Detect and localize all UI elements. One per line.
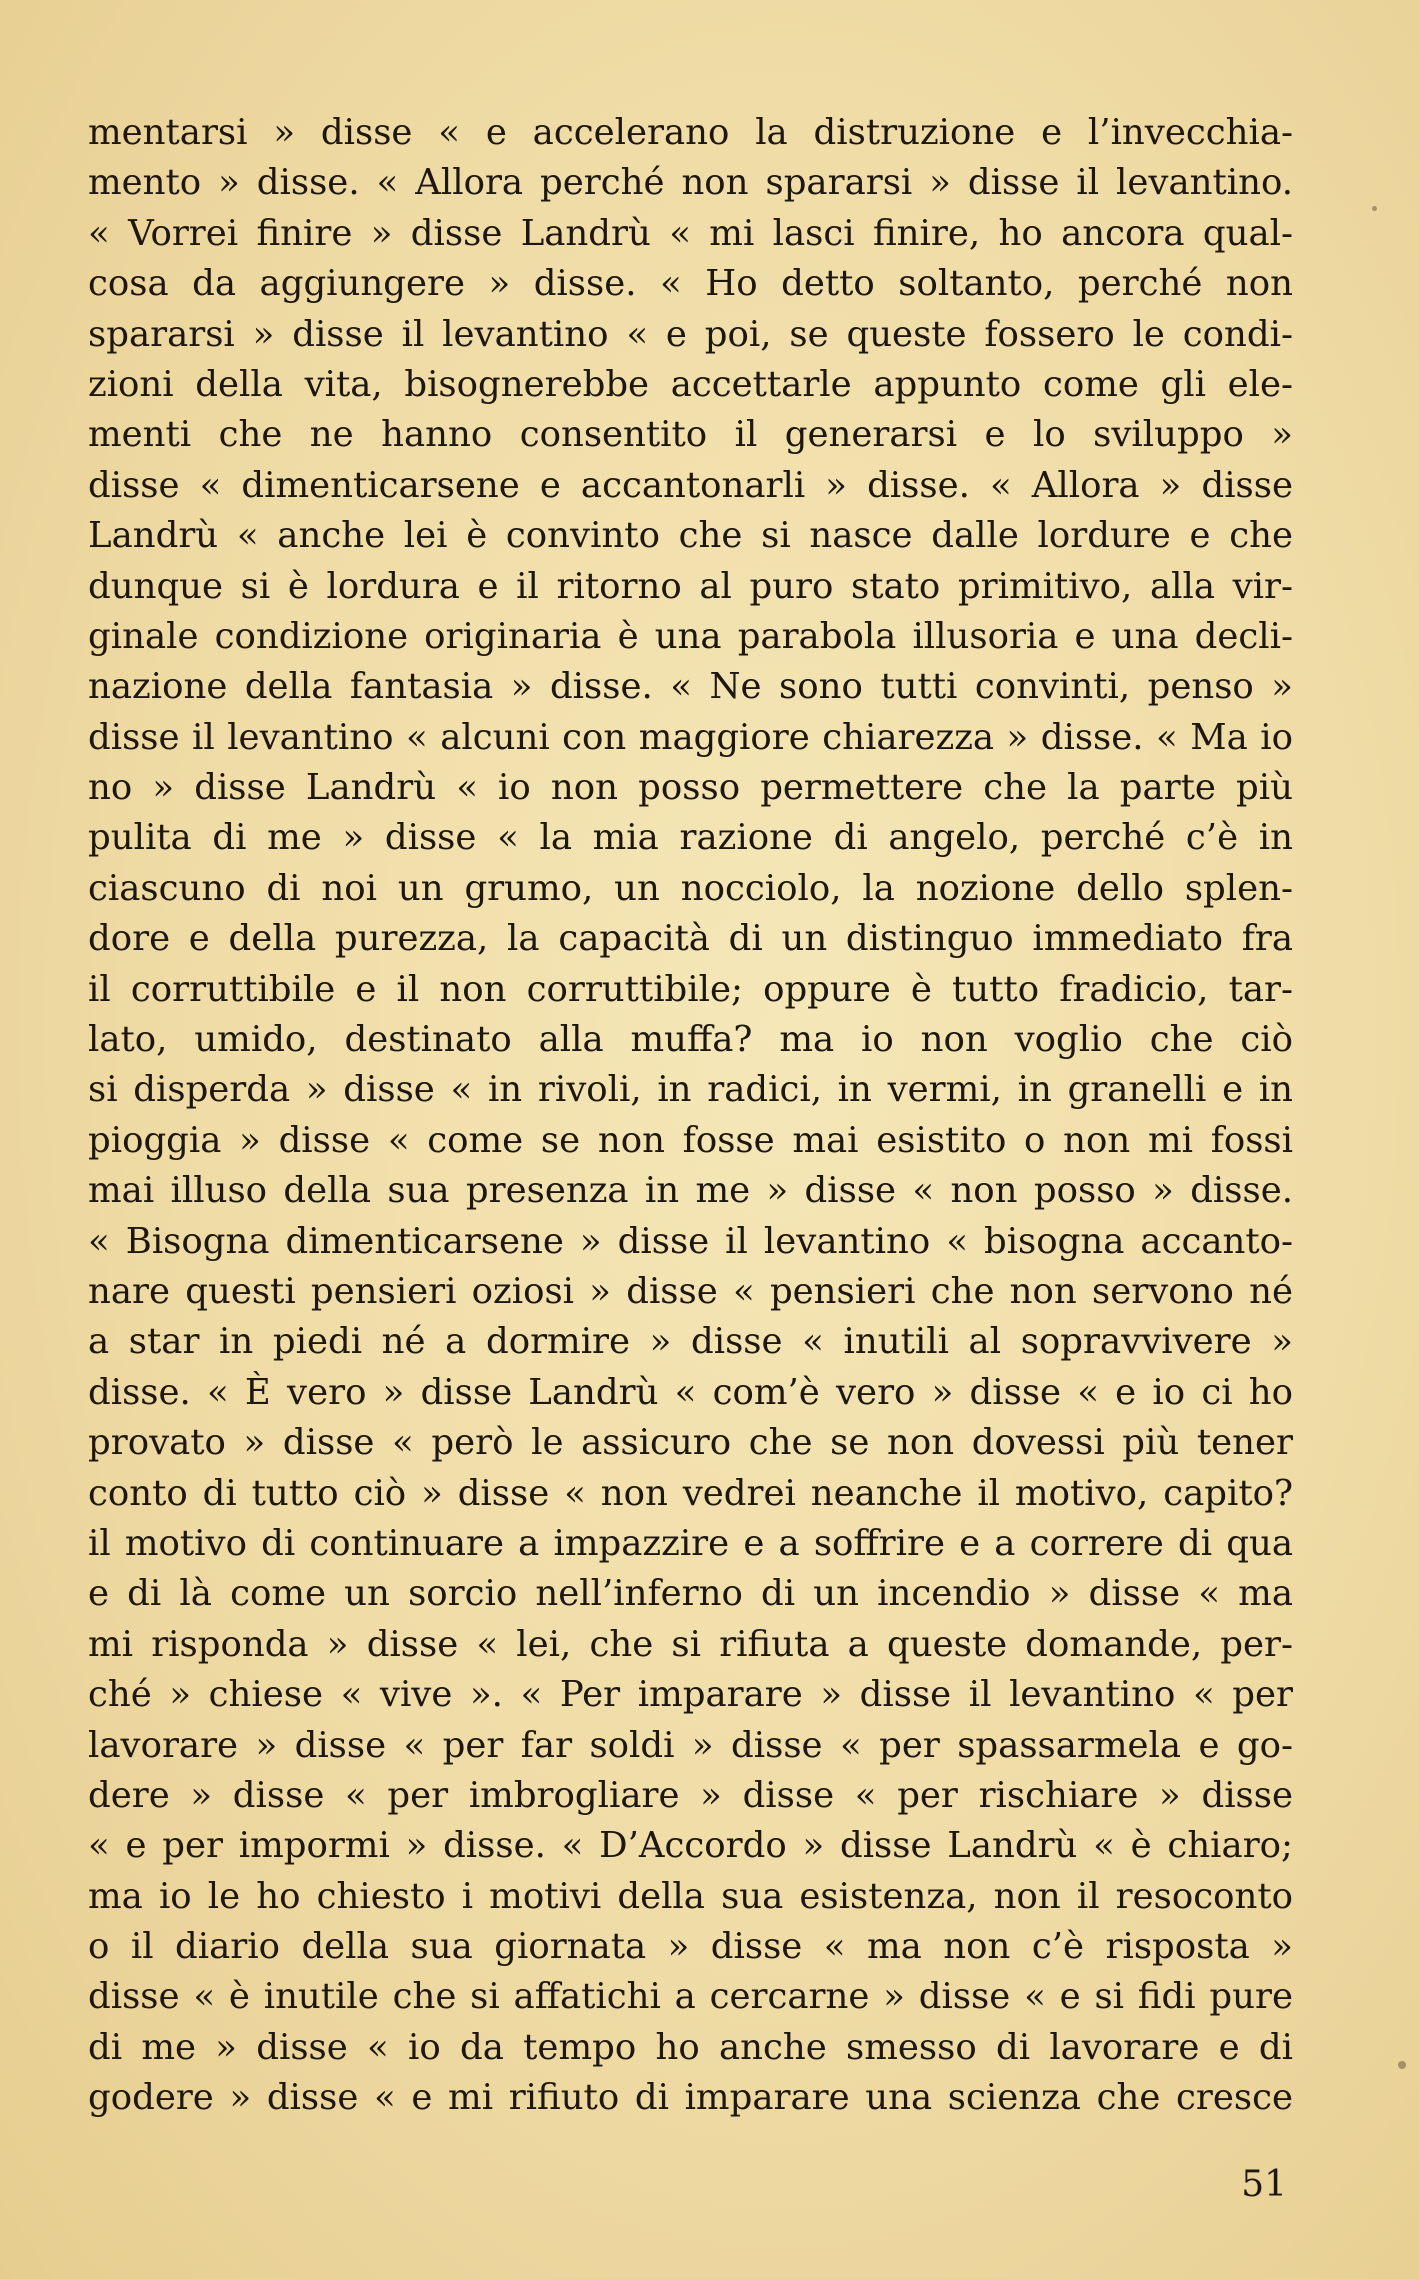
text-line: « Bisogna dimenticarsene » disse il levantino « bisogna accanto- [88, 1220, 1293, 1262]
text-line: dunque si è lordura e il ritorno al puro stato primitivo, alla vir- [88, 565, 1293, 607]
text-line: mentarsi » disse « e accelerano la distruzione e l’invecchia- [88, 112, 1293, 153]
text-line: disse il levantino « alcuni con maggiore chiarezza » disse. « Ma io [88, 716, 1293, 758]
text-line: lavorare » disse « per far soldi » disse « per spassarmela e go- [88, 1724, 1293, 1766]
body-text [88, 108, 1293, 2124]
text-line: disse « dimenticarsene e accantonarli » disse. « Allora » disse [88, 464, 1293, 506]
page-speck-mark [1372, 206, 1377, 211]
text-line: ginale condizione originaria è una parabola illusoria e una decli- [88, 615, 1293, 657]
text-line: si disperda » disse « in rivoli, in radici, in vermi, in granelli e in [88, 1069, 1293, 1111]
text-line: di me » disse « io da tempo ho anche smesso di lavorare e di [88, 2026, 1293, 2068]
text-line: « Vorrei finire » disse Landrù « mi lasci finire, ho ancora qual- [88, 212, 1293, 254]
text-line: nazione della fantasia » disse. « Ne sono tutti convinti, penso » [88, 666, 1293, 708]
text-line: godere » disse « e mi rifiuto di imparare una scienza che cresce [88, 2077, 1293, 2119]
text-line: pulita di me » disse « la mia razione di angelo, perché c’è in [88, 817, 1293, 859]
text-line: mento » disse. « Allora perché non spararsi » disse il levantino. [88, 162, 1293, 204]
text-line: lato, umido, destinato alla muffa? ma io non voglio che ciò [88, 1019, 1293, 1061]
text-line: e di là come un sorcio nell’inferno di un incendio » disse « ma [88, 1573, 1293, 1615]
text-line: mai illuso della sua presenza in me » disse « non posso » disse. [88, 1170, 1293, 1212]
text-line: dore e della purezza, la capacità di un distinguo immediato fra [88, 918, 1293, 960]
text-line: Landrù « anche lei è convinto che si nasce dalle lordure e che [88, 515, 1293, 557]
text-line: menti che ne hanno consentito il generarsi e lo sviluppo » [88, 414, 1293, 456]
text-line: pioggia » disse « come se non fosse mai esistito o non mi fossi [88, 1119, 1293, 1161]
text-line: disse « è inutile che si affatichi a cercarne » disse « e si fidi pure [88, 1976, 1293, 2018]
text-line: nare questi pensieri oziosi » disse « pensieri che non servono né [88, 1270, 1293, 1312]
text-line: conto di tutto ciò » disse « non vedrei neanche il motivo, capito? [88, 1472, 1293, 1514]
text-line: « e per impormi » disse. « D’Accordo » disse Landrù « è chiaro; [88, 1825, 1293, 1867]
text-line: ché » chiese « vive ». « Per imparare » disse il levantino « per [88, 1674, 1293, 1716]
text-line: provato » disse « però le assicuro che se non dovessi più tener [88, 1422, 1293, 1464]
text-line: o il diario della sua giornata » disse « ma non c’è risposta » [88, 1926, 1293, 1968]
text-line: disse. « È vero » disse Landrù « com’è vero » disse « e io ci ho [88, 1371, 1293, 1413]
text-line: il motivo di continuare a impazzire e a soffrire e a correre di qua [88, 1522, 1293, 1564]
page-speck-mark [1398, 2061, 1406, 2069]
text-line: dere » disse « per imbrogliare » disse « per rischiare » disse [88, 1774, 1293, 1816]
text-line: ma io le ho chiesto i motivi della sua esistenza, non il resoconto [88, 1875, 1293, 1917]
page-number: 51 [1241, 2164, 1287, 2205]
text-line: ciascuno di noi un grumo, un nocciolo, la nozione dello splen- [88, 867, 1293, 909]
text-line: no » disse Landrù « io non posso permettere che la parte più [88, 767, 1293, 809]
text-line: mi risponda » disse « lei, che si rifiuta a queste domande, per- [88, 1623, 1293, 1665]
text-line: a star in piedi né a dormire » disse « inutili al sopravvivere » [88, 1321, 1293, 1363]
text-line: spararsi » disse il levantino « e poi, se queste fossero le condi- [88, 313, 1293, 355]
text-line: cosa da aggiungere » disse. « Ho detto soltanto, perché non [88, 263, 1293, 305]
text-line: zioni della vita, bisognerebbe accettarle appunto come gli ele- [88, 363, 1293, 405]
text-line: il corruttibile e il non corruttibile; oppure è tutto fradicio, tar- [88, 968, 1293, 1010]
